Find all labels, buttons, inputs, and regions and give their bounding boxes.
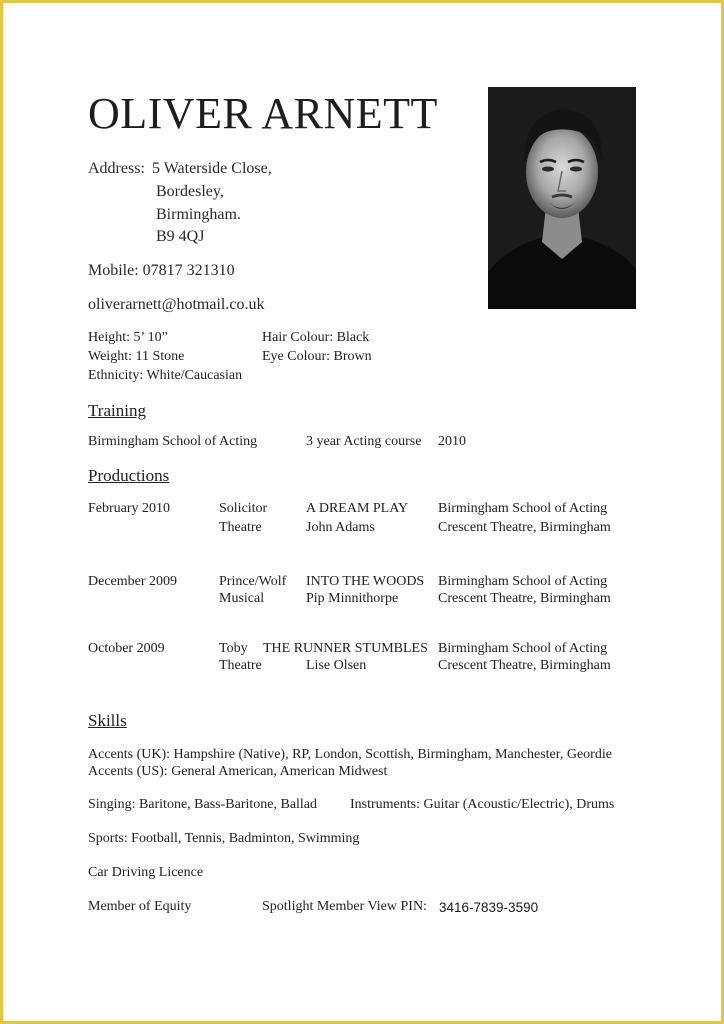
- headshot-photo: [488, 87, 636, 309]
- accents-us: Accents (US): General American, American Midwest: [88, 764, 388, 779]
- production-role: Prince/Wolf: [219, 574, 287, 589]
- production-type: Theatre: [219, 520, 262, 535]
- address-line-1: 5 Waterside Close,: [152, 160, 272, 177]
- address-label: Address:: [88, 160, 145, 177]
- training-school: Birmingham School of Acting: [88, 434, 258, 449]
- accents-uk: Accents (UK): Hampshire (Native), RP, London, Scottish, Birmingham, Manchester, Geordie: [88, 747, 612, 762]
- production-title: INTO THE WOODS: [306, 574, 425, 589]
- equity-membership: Member of Equity: [88, 899, 192, 914]
- productions-heading: Productions: [88, 466, 170, 485]
- production-venue: Crescent Theatre, Birmingham: [438, 520, 611, 535]
- height-stat: Height: 5’ 10”: [88, 330, 168, 345]
- production-director: Pip Minnithorpe: [306, 591, 399, 606]
- training-year: 2010: [438, 434, 466, 449]
- hair-colour-stat: Hair Colour: Black: [262, 330, 370, 345]
- production-type: Musical: [219, 591, 265, 606]
- production-company: Birmingham School of Acting: [438, 641, 608, 656]
- production-date: February 2010: [88, 501, 171, 516]
- ethnicity-stat: Ethnicity: White/Caucasian: [88, 368, 243, 383]
- singing-skills: Singing: Baritone, Bass-Baritone, Ballad: [88, 797, 318, 812]
- address-line-3: Birmingham.: [156, 206, 241, 223]
- training-heading: Training: [88, 401, 146, 420]
- email-address: oliverarnett@hotmail.co.uk: [88, 296, 265, 313]
- production-role: Solicitor: [219, 501, 268, 516]
- mobile-number: Mobile: 07817 321310: [88, 262, 235, 279]
- applicant-name: OLIVER ARNETT: [88, 89, 438, 138]
- production-date: December 2009: [88, 574, 178, 589]
- production-type: Theatre: [219, 658, 262, 673]
- driving-licence: Car Driving Licence: [88, 865, 204, 880]
- production-role: Toby: [219, 641, 248, 656]
- training-course: 3 year Acting course: [306, 434, 422, 449]
- weight-stat: Weight: 11 Stone: [88, 349, 185, 364]
- address-line-4: B9 4QJ: [156, 228, 205, 245]
- production-company: Birmingham School of Acting: [438, 501, 608, 516]
- portrait-icon: [488, 87, 636, 309]
- production-director: John Adams: [306, 520, 375, 535]
- eye-colour-stat: Eye Colour: Brown: [262, 349, 372, 364]
- production-director: Lise Olsen: [306, 658, 367, 673]
- production-venue: Crescent Theatre, Birmingham: [438, 591, 611, 606]
- sports-skills: Sports: Football, Tennis, Badminton, Swimming: [88, 831, 360, 846]
- address-line-2: Bordesley,: [156, 183, 224, 200]
- production-title: A DREAM PLAY: [306, 501, 409, 516]
- production-date: October 2009: [88, 641, 165, 656]
- production-title: THE RUNNER STUMBLES: [263, 641, 428, 656]
- production-company: Birmingham School of Acting: [438, 574, 608, 589]
- spotlight-pin: 3416-7839-3590: [439, 900, 539, 915]
- production-venue: Crescent Theatre, Birmingham: [438, 658, 611, 673]
- instrument-skills: Instruments: Guitar (Acoustic/Electric), Drums: [350, 797, 615, 812]
- spotlight-label: Spotlight Member View PIN:: [262, 899, 427, 914]
- skills-heading: Skills: [88, 711, 127, 730]
